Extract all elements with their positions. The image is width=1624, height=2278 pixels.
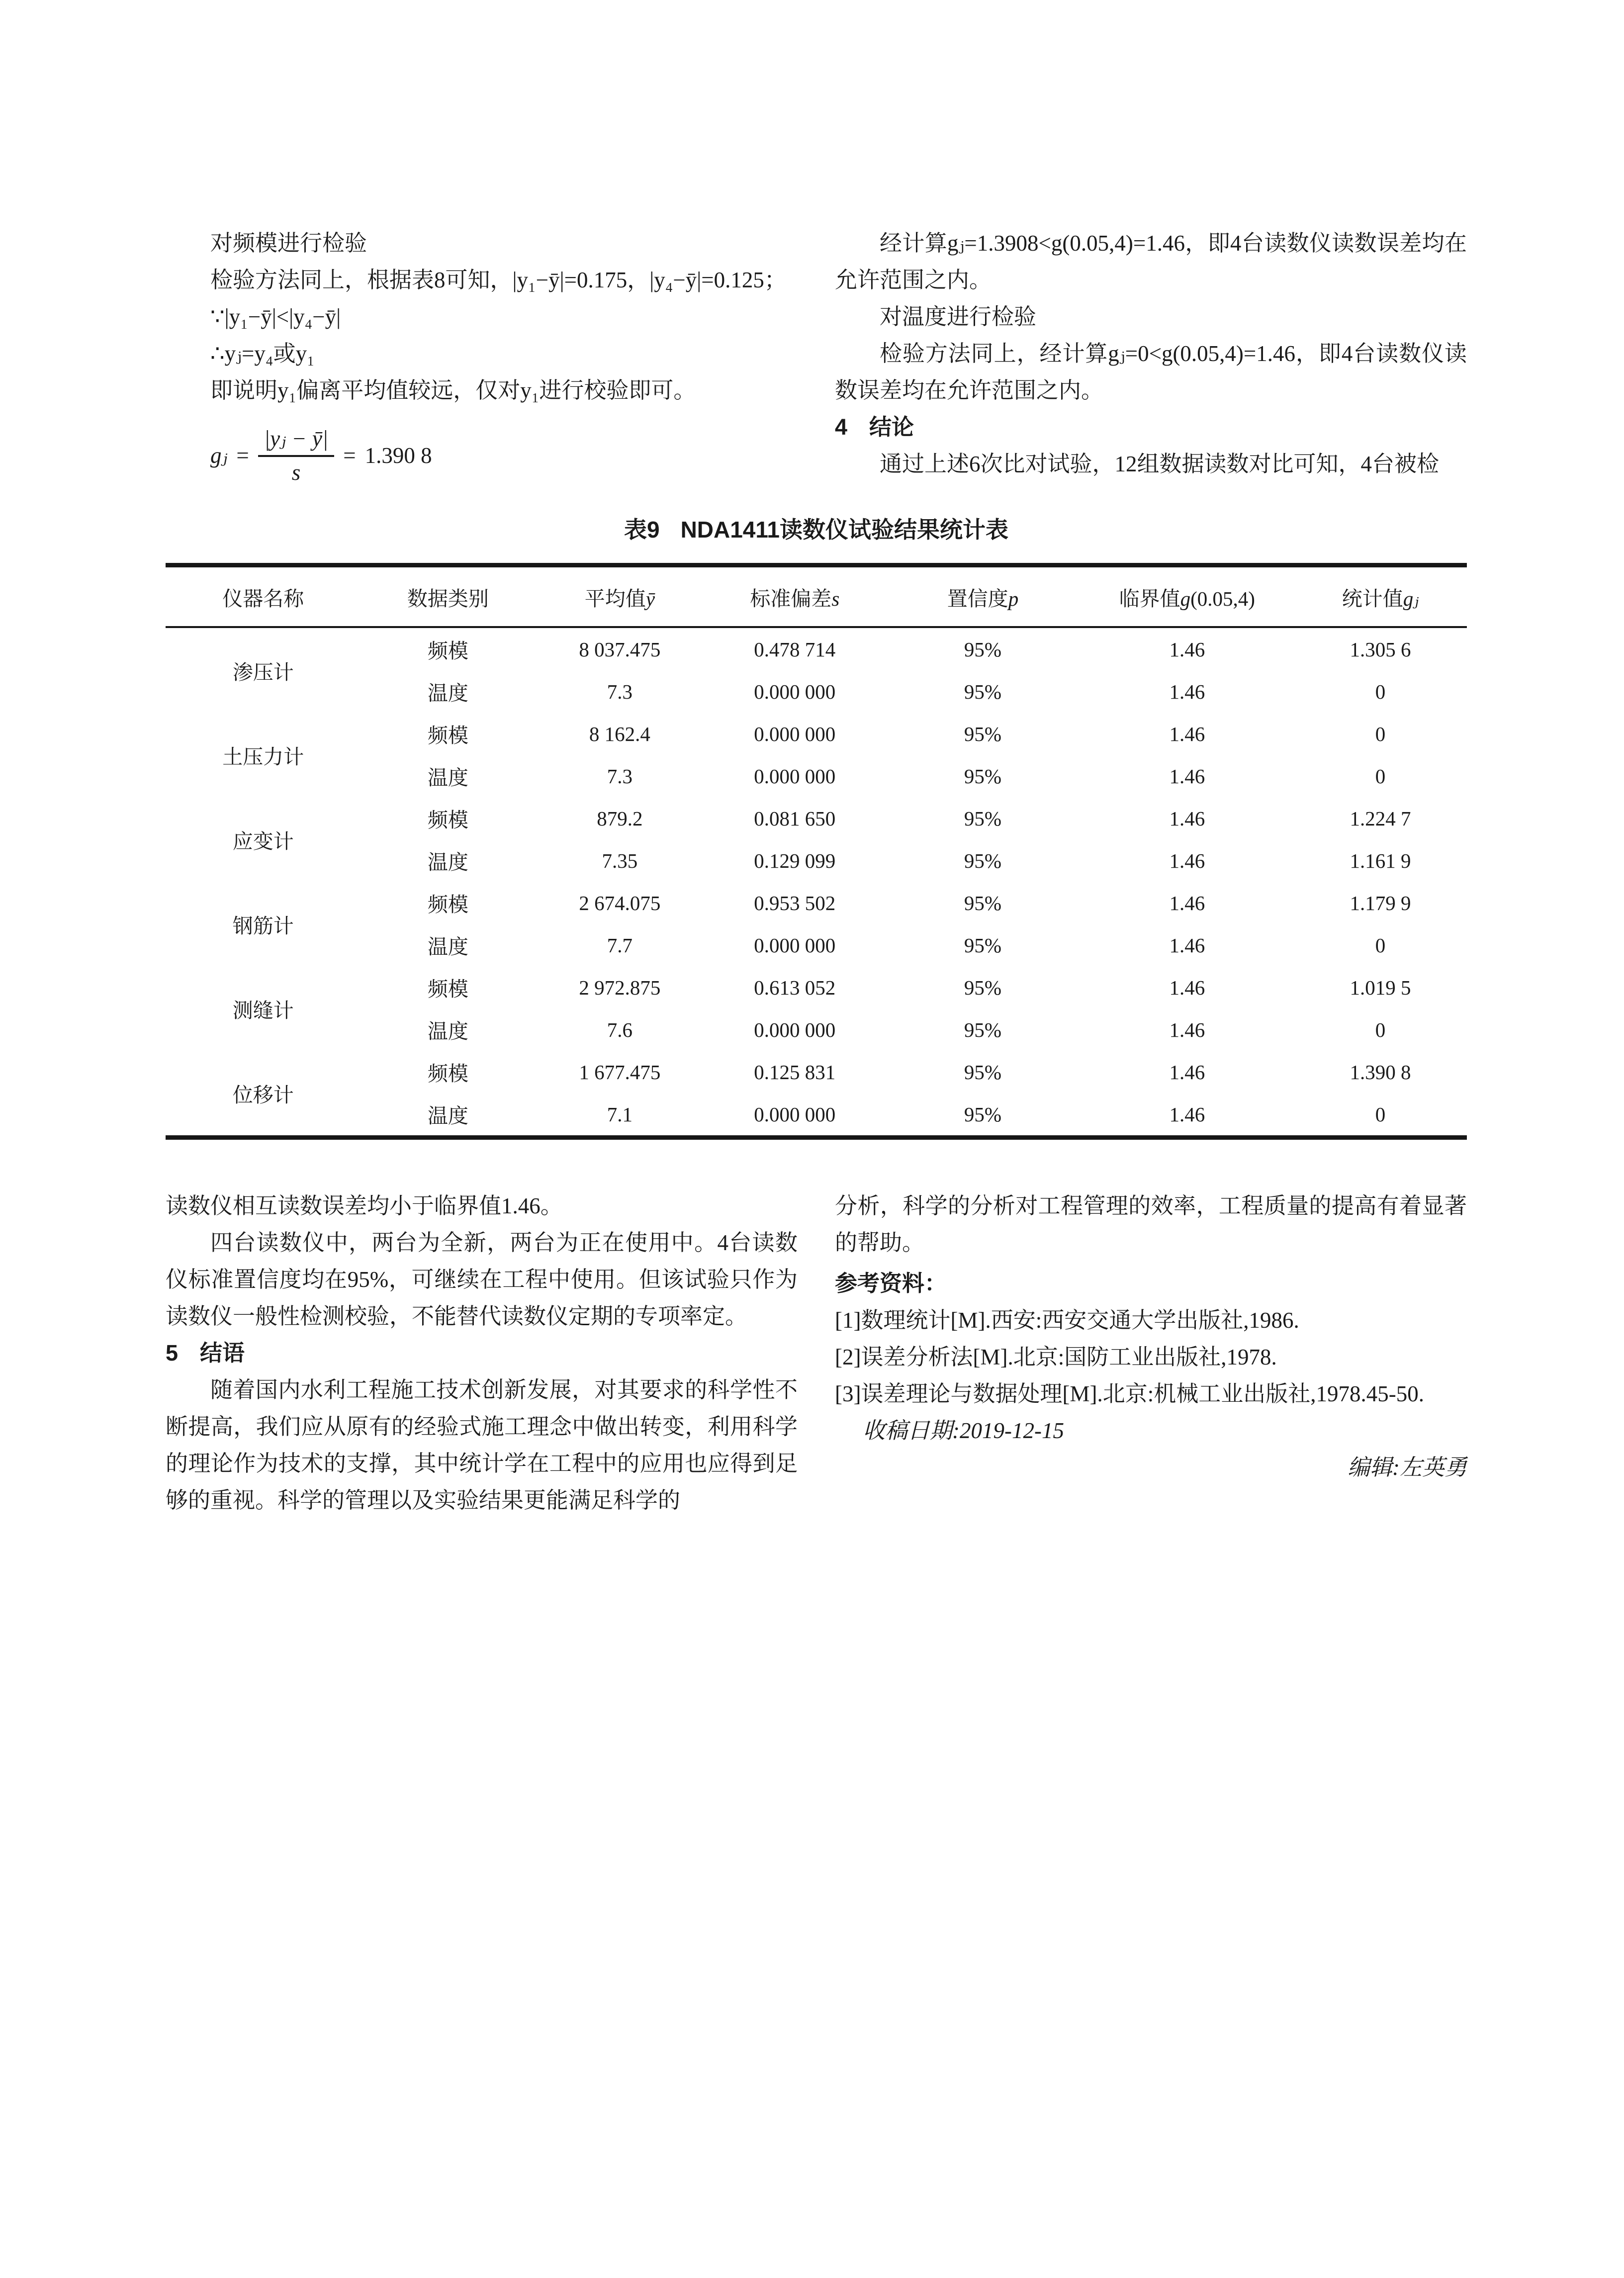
equals-sign: = [343,443,356,468]
cell-std: 0.000 000 [754,1102,836,1126]
cell-std: 0.129 099 [754,849,836,872]
gj-formula [210,418,798,493]
cell-critical: 1.46 [1169,1018,1205,1041]
cell-confidence: 95% [964,680,1002,703]
cell-statistic: 0 [1375,722,1386,745]
formula-lhs: gⱼ [210,443,228,468]
cell-critical: 1.46 [1169,638,1205,661]
cell-confidence: 95% [964,764,1002,788]
cell-instrument: 应变计 [232,829,294,853]
table-title [166,514,1467,545]
table-row [166,1093,1467,1138]
cell-critical: 1.46 [1169,807,1205,830]
references-heading: 参考资料： [835,1271,947,1296]
col-header-instrument: 仪器名称 [166,565,361,628]
cell-statistic: 0 [1375,1018,1386,1041]
table-number: 表9 [624,517,660,543]
cell-std: 0.081 650 [754,807,836,830]
cell-confidence: 95% [964,1102,1002,1126]
cell-mean: 8 037.475 [579,638,661,661]
cell-statistic: 0 [1375,933,1386,957]
table-row [166,713,1467,755]
cell-data-type: 频模 [427,1062,468,1085]
cell-instrument: 土压力计 [222,745,304,768]
cell-data-type: 频模 [427,639,468,662]
col-header-mean: 平均值ȳ [535,565,704,628]
table-row [166,924,1467,966]
cell-std: 0.000 000 [754,722,836,745]
reference-item: [1]数理统计[M].西安:西安交通大学出版社,1986. [835,1308,1299,1333]
page-content [166,225,1467,1519]
col-header-data-type: 数据类别 [361,565,536,628]
cell-statistic: 0 [1375,680,1386,703]
cell-data-type: 温度 [427,851,468,874]
section-number: 4 [835,414,848,440]
cell-mean: 7.35 [602,849,638,872]
cell-critical: 1.46 [1169,849,1205,872]
col-header-statistic: 统计值gⱼ [1294,565,1467,628]
fraction-numerator: |yⱼ − ȳ| [258,425,334,457]
equals-sign: = [236,443,249,468]
cell-data-type: 温度 [427,682,468,705]
cell-critical: 1.46 [1169,764,1205,788]
cell-confidence: 95% [964,891,1002,914]
col-header-std: 标准偏差s [704,565,885,628]
top-text-area [166,225,1467,493]
table-row [166,755,1467,797]
cell-std: 0.478 714 [754,638,836,661]
paragraph: 检验方法同上，根据表8可知，|y₁−ȳ|=0.175，|y₄−ȳ|=0.125； [210,268,787,292]
editor-credit: 编辑:左英勇 [1348,1455,1467,1480]
table-body [166,627,1467,1138]
cell-critical: 1.46 [1169,976,1205,999]
paragraph: 对温度进行检验 [880,304,1037,329]
right-column-top [835,225,1467,493]
cell-std: 0.125 831 [754,1060,836,1084]
cell-critical: 1.46 [1169,722,1205,745]
cell-mean: 1 677.475 [579,1060,661,1084]
table-name: NDA1411读数仪试验结果统计表 [680,517,1009,543]
left-column-top [166,225,798,493]
cell-instrument: 位移计 [232,1083,294,1106]
cell-data-type: 频模 [427,893,468,916]
cell-mean: 7.7 [607,933,632,957]
stats-table [166,563,1467,1140]
cell-instrument: 测缝计 [232,999,294,1022]
table-row [166,966,1467,1008]
cell-std: 0.000 000 [754,764,836,788]
cell-confidence: 95% [964,722,1002,745]
cell-mean: 7.3 [607,680,632,703]
paragraph: 检验方法同上，经计算gⱼ=0<g(0.05,4)=1.46，即4台读数仪读数误差均在允许范围之内。 [835,341,1467,403]
cell-mean: 879.2 [597,807,643,830]
table-row [166,1008,1467,1051]
cell-data-type: 温度 [427,766,468,789]
cell-std: 0.000 000 [754,680,836,703]
cell-statistic: 1.161 9 [1350,849,1411,872]
table-row [166,882,1467,924]
cell-data-type: 频模 [427,978,468,1001]
section-heading-closing [166,1335,798,1371]
cell-statistic: 0 [1375,764,1386,788]
table-row [166,797,1467,839]
bottom-text-area [166,1187,1467,1519]
cell-confidence: 95% [964,849,1002,872]
col-header-critical: 临界值g(0.05,4) [1081,565,1294,628]
paragraph: 经计算gⱼ=1.3908<g(0.05,4)=1.46，即4台读数仪读数误差均在允许范围之内。 [835,231,1467,292]
paragraph: 四台读数仪中，两台为全新，两台为正在使用中。4台读数仪标准置信度均在95%，可继续在工程中使用。但该试验只作为读数仪一般性检测校验，不能替代读数仪定期的专项率定。 [166,1230,798,1329]
math-line: ∴yⱼ=y₄或y₁ [210,341,315,366]
cell-statistic: 1.390 8 [1350,1060,1411,1084]
cell-std: 0.953 502 [754,891,836,914]
table-row [166,839,1467,882]
cell-instrument: 渗压计 [232,660,294,684]
reference-item: [3]误差理论与数据处理[M].北京:机械工业出版社,1978.45-50. [835,1381,1424,1406]
cell-critical: 1.46 [1169,891,1205,914]
header-row [166,565,1467,628]
right-column-bottom [835,1187,1467,1519]
table-header [166,565,1467,628]
cell-confidence: 95% [964,933,1002,957]
math-line: ∵|y₁−ȳ|<|y₄−ȳ| [210,304,341,329]
reference-item: [2]误差分析法[M].北京:国防工业出版社,1978. [835,1345,1277,1369]
fraction [258,425,334,486]
table-row [166,627,1467,670]
cell-confidence: 95% [964,1018,1002,1041]
cell-mean: 2 972.875 [579,976,661,999]
cell-critical: 1.46 [1169,1102,1205,1126]
cell-confidence: 95% [964,1060,1002,1084]
paragraph: 通过上述6次比对试验，12组数据读数对比可知，4台被检 [880,452,1440,476]
cell-data-type: 频模 [427,724,468,747]
table-row [166,670,1467,713]
cell-statistic: 0 [1375,1102,1386,1126]
section-title: 结语 [200,1340,245,1366]
paragraph: 即说明y₁偏离平均值较远，仅对y₁进行校验即可。 [210,378,696,403]
cell-mean: 7.1 [607,1102,632,1126]
formula-result: 1.390 8 [364,443,432,468]
cell-std: 0.000 000 [754,933,836,957]
cell-statistic: 1.305 6 [1350,638,1411,661]
cell-std: 0.000 000 [754,1018,836,1041]
cell-data-type: 温度 [427,1020,468,1043]
cell-mean: 8 162.4 [589,722,650,745]
cell-critical: 1.46 [1169,933,1205,957]
cell-mean: 7.3 [607,764,632,788]
cell-data-type: 温度 [427,935,468,958]
cell-std: 0.613 052 [754,976,836,999]
cell-instrument: 钢筋计 [232,914,294,937]
left-column-bottom [166,1187,798,1519]
col-header-confidence: 置信度p [885,565,1081,628]
cell-confidence: 95% [964,976,1002,999]
received-date: 收稿日期:2019-12-15 [863,1418,1064,1443]
paragraph: 随着国内水利工程施工技术创新发展，对其要求的科学性不断提高，我们应从原有的经验式施工理念中做出转变，利用科学的理论作为技术的支撑，其中统计学在工程中的应用也应得到足够的重视。科学的管理以及实验结果更能满足科学的 [166,1377,798,1513]
cell-statistic: 1.019 5 [1350,976,1411,999]
paragraph: 读数仪相互读数误差均小于临界值1.46。 [166,1193,563,1218]
cell-critical: 1.46 [1169,1060,1205,1084]
cell-confidence: 95% [964,807,1002,830]
cell-confidence: 95% [964,638,1002,661]
paragraph: 对频模进行检验 [210,231,367,256]
fraction-denominator: s [291,460,301,485]
cell-critical: 1.46 [1169,680,1205,703]
section-heading-conclusion [835,409,1467,446]
section-title: 结论 [869,414,914,440]
paragraph: 分析，科学的分析对工程管理的效率，工程质量的提高有着显著的帮助。 [835,1193,1467,1255]
cell-mean: 7.6 [607,1018,632,1041]
cell-data-type: 温度 [427,1104,468,1127]
cell-statistic: 1.224 7 [1350,807,1411,830]
cell-mean: 2 674.075 [579,891,661,914]
cell-statistic: 1.179 9 [1350,891,1411,914]
table-row [166,1051,1467,1093]
cell-data-type: 频模 [427,809,468,831]
section-number: 5 [166,1340,179,1366]
